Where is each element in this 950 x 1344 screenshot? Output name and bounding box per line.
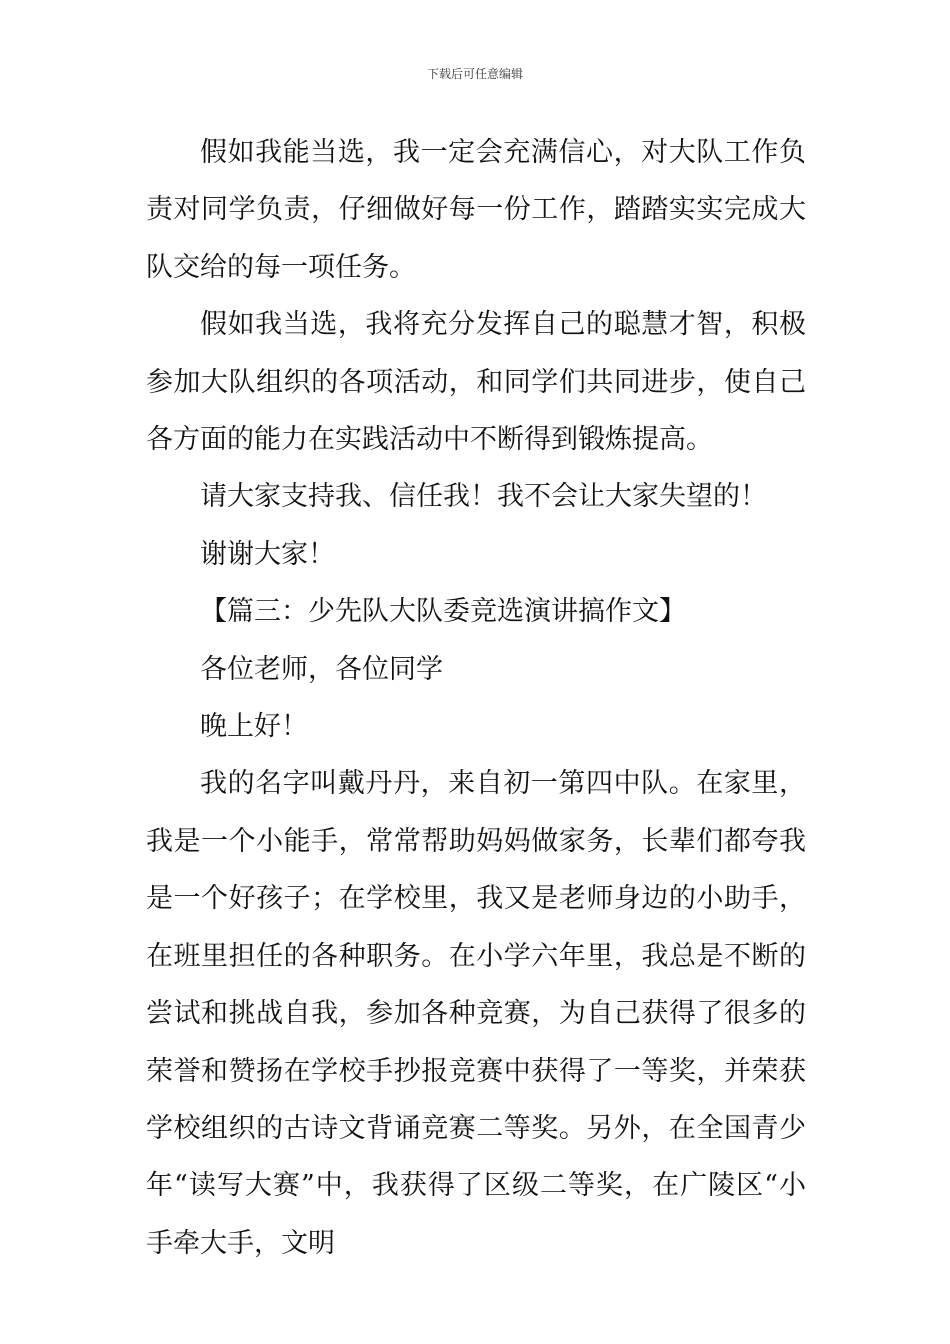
page-header: 下载后可任意编辑	[426, 67, 523, 81]
paragraph-4: 谢谢大家！	[200, 538, 335, 570]
greeting: 晚上好！	[200, 711, 308, 743]
paragraph-2: 假如我当选，我将充分发挥自己的聪慧才智，积极参加大队组织的各项活动，和同学们共同进步，使自己各方面的能力在实践活动中不断得到锻炼提高。	[146, 309, 806, 456]
salutation: 各位老师，各位同学	[200, 653, 443, 685]
paragraph-3: 请大家支持我、信任我！我不会让大家失望的！	[200, 481, 767, 513]
document-body	[146, 124, 806, 1272]
section-heading: 【篇三：少先队大队委竞选演讲搞作文】	[200, 596, 686, 628]
paragraph-8: 我的名字叫戴丹丹，来自初一第四中队。在家里，我是一个小能手，常常帮助妈妈做家务，长辈们都夸我是一个好孩子；在学校里，我又是老师身边的小助手，在班里担任的各种职务。在小学六年里，我总是不断的尝试和挑战自我，参加各种竞赛，为自己获得了很多的荣誉和赞扬在学校手抄报竞赛中获得了一等奖，并荣获学校组织的古诗文背诵竞赛二等奖。另外，在全国青少年“读写大赛”中，我获得了区级二等奖，在广陵区“小手牵大手，文明	[146, 768, 806, 1259]
paragraph-1: 假如我能当选，我一定会充满信心，对大队工作负责对同学负责，仔细做好每一份工作，踏踏实实完成大队交给的每一项任务。	[146, 137, 806, 283]
